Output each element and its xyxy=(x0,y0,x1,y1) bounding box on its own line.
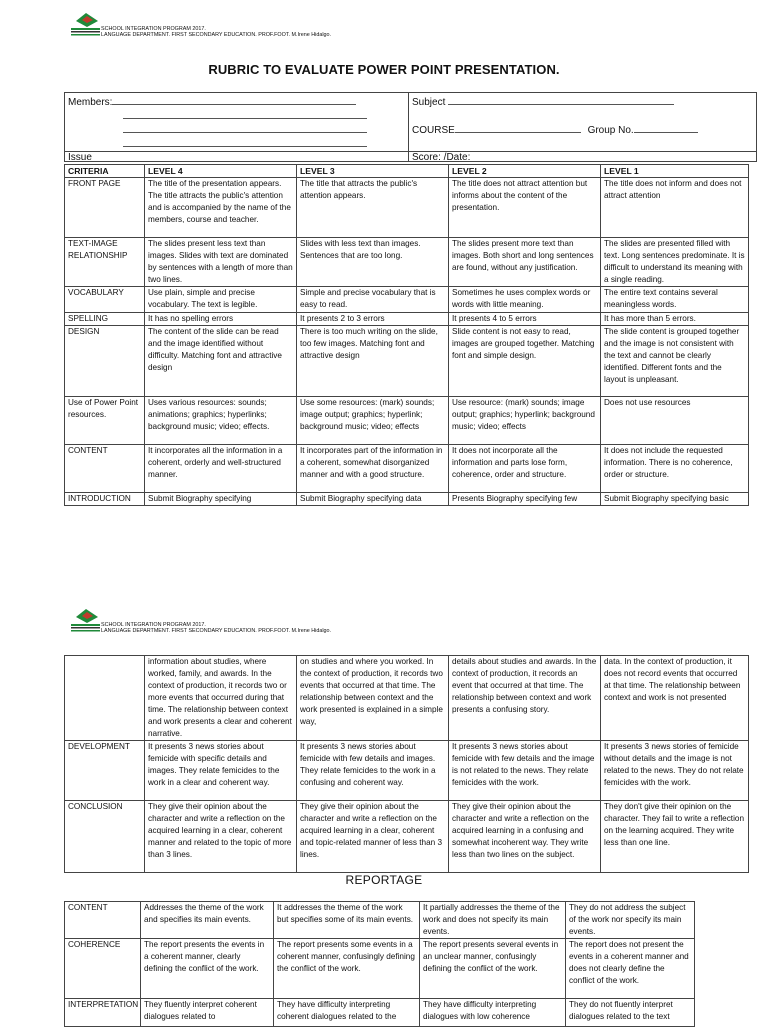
level-cell: It incorporates part of the information in a coherent, somewhat disorganized manner and with a good structure. xyxy=(297,445,449,493)
level-cell: Submit Biography specifying xyxy=(145,493,297,506)
table-row xyxy=(65,939,695,999)
level-cell: They have difficulty interpreting coherent dialogues related to the xyxy=(274,999,420,1027)
level-cell: information about studies, where worked, family, and awards. In the context of production, it records two or more events that occurred during that time. The relationship between context and work presents a clear and coherent narrative. xyxy=(145,656,297,741)
reportage-table xyxy=(64,901,695,1027)
level-cell: It presents 3 news stories about femicide with few details and the image is not related to the news. They relate femicides with the work. xyxy=(449,741,601,801)
page2-header xyxy=(64,608,664,642)
level-cell: It has more than 5 errors. xyxy=(601,313,749,326)
level-cell: They don't give their opinion on the character. They fail to write a reflection on the learning acquired. They write less than one line. xyxy=(601,801,749,873)
level-cell: The report does not present the events in a coherent manner and does not clearly define the conflict of the work. xyxy=(566,939,695,999)
level-cell: The report presents the events in a coherent manner, clearly defining the conflict of the work. xyxy=(141,939,274,999)
level-cell: data. In the context of production, it does not record events that occurred at that time. The relationship between context and work is not presented xyxy=(601,656,749,741)
level-cell: It presents 3 news stories about femicide with few details and images. They relate femicides to the work in a confusing and coherent way. xyxy=(297,741,449,801)
issue-label: Issue xyxy=(68,152,92,163)
level-cell: Simple and precise vocabulary that is easy to read. xyxy=(297,287,449,313)
level-cell: Use plain, simple and precise vocabulary. The text is legible. xyxy=(145,287,297,313)
school-logo-icon xyxy=(68,608,102,634)
level-cell: They give their opinion about the character and write a reflection on the acquired learning in a clear, coherent and topic-related manner of less than 3 lines. xyxy=(297,801,449,873)
level-cell: There is too much writing on the slide, too few images. Matching font and attractive design xyxy=(297,326,449,397)
level-cell: Slide content is not easy to read, images are grouped together. Matching font and simple design. xyxy=(449,326,601,397)
level-cell: Sometimes he uses complex words or words with little meaning. xyxy=(449,287,601,313)
table-row xyxy=(65,313,749,326)
level-cell: It presents 3 news stories about femicide with specific details and images. They relate femicides to the work in a clear and coherent way. xyxy=(145,741,297,801)
level-cell: They give their opinion about the character and write a reflection on the acquired learning in a confusing and somewhat incoherent way. They write less than two lines on the subject. xyxy=(449,801,601,873)
rubric-table-page2 xyxy=(64,655,749,873)
header-department: LANGUAGE DEPARTMENT. FIRST SECONDARY EDUCATION. PROF.FOOT. M.Irene Hidalgo. xyxy=(101,628,332,634)
level-cell: Addresses the theme of the work and specifies its main events. xyxy=(141,902,274,939)
level-cell: It partially addresses the theme of the work and does not specify its main events. xyxy=(420,902,566,939)
page1-header xyxy=(64,12,664,46)
header-level-3: LEVEL 3 xyxy=(297,165,449,178)
criteria-cell: INTRODUCTION xyxy=(65,493,145,506)
table-row xyxy=(65,397,749,445)
level-cell: The slides present less text than images. Slides with text are dominated by sentences with a length of more than two lines. xyxy=(145,238,297,287)
level-cell: Submit Biography specifying basic xyxy=(601,493,749,506)
header-criteria: CRITERIA xyxy=(65,165,145,178)
course-field[interactable] xyxy=(412,123,698,136)
level-cell: The title that attracts the public's attention appears. xyxy=(297,178,449,238)
level-cell: The entire text contains several meaningless words. xyxy=(601,287,749,313)
level-cell: Does not use resources xyxy=(601,397,749,445)
table-row xyxy=(65,902,695,939)
level-cell: The title of the presentation appears. The title attracts the public's attention and is accompanied by the name of the members, course and teacher. xyxy=(145,178,297,238)
level-cell: It presents 4 to 5 errors xyxy=(449,313,601,326)
rubric-header-row xyxy=(65,165,749,178)
criteria-cell: SPELLING xyxy=(65,313,145,326)
level-cell: The slides present more text than images. Both short and long sentences are found, without any justification. xyxy=(449,238,601,287)
course-label: COURSE xyxy=(412,125,455,136)
level-cell: They fluently interpret coherent dialogues related to xyxy=(141,999,274,1027)
criteria-cell: Use of Power Point resources. xyxy=(65,397,145,445)
level-cell: They give their opinion about the character and write a reflection on the acquired learning in a clear, coherent manner and related to the topic of more than 3 lines. xyxy=(145,801,297,873)
table-row xyxy=(65,801,749,873)
subject-label: Subject xyxy=(412,97,446,108)
criteria-cell: DEVELOPMENT xyxy=(65,741,145,801)
table-row xyxy=(65,287,749,313)
criteria-cell: CONTENT xyxy=(65,445,145,493)
level-cell: They do not fluently interpret dialogues related to the text xyxy=(566,999,695,1027)
criteria-cell: DESIGN xyxy=(65,326,145,397)
level-cell: Presents Biography specifying few xyxy=(449,493,601,506)
level-cell: The report presents several events in an unclear manner, confusingly defining the conflict of the work. xyxy=(420,939,566,999)
student-info-box xyxy=(64,92,757,162)
level-cell: It incorporates all the information in a coherent, orderly and well-structured manner. xyxy=(145,445,297,493)
table-row xyxy=(65,656,749,741)
level-cell: The title does not attract attention but informs about the content of the presentation. xyxy=(449,178,601,238)
level-cell: They do not address the subject of the work nor specify its main events. xyxy=(566,902,695,939)
criteria-cell: FRONT PAGE xyxy=(65,178,145,238)
criteria-cell: VOCABULARY xyxy=(65,287,145,313)
table-row xyxy=(65,445,749,493)
criteria-cell: CONTENT xyxy=(65,902,141,939)
criteria-cell: TEXT-IMAGE RELATIONSHIP xyxy=(65,238,145,287)
level-cell: Use resource: (mark) sounds; image output; graphics; hyperlink; background music; video; effects xyxy=(449,397,601,445)
members-label: Members: xyxy=(68,97,113,108)
header-program: SCHOOL INTEGRATION PROGRAM 2017. xyxy=(101,26,206,32)
level-cell: The slide content is grouped together and the image is not consistent with the text and cannot be clearly identified. Different fonts and the layout is unpleasant. xyxy=(601,326,749,397)
level-cell: details about studies and awards. In the context of production, it records an event that occurred at that time. The relationship between context and work presents a confusing story. xyxy=(449,656,601,741)
reportage-title: REPORTAGE xyxy=(345,873,423,887)
header-level-1: LEVEL 1 xyxy=(601,165,749,178)
criteria-cell: COHERENCE xyxy=(65,939,141,999)
level-cell: Slides with less text than images. Sentences that are too long. xyxy=(297,238,449,287)
level-cell: The content of the slide can be read and the image identified without difficulty. Matching font and attractive design xyxy=(145,326,297,397)
table-row xyxy=(65,999,695,1027)
level-cell: It does not include the requested information. There is no coherence, order or structure. xyxy=(601,445,749,493)
level-cell: The report presents some events in a coherent manner, confusingly defining the conflict of the work. xyxy=(274,939,420,999)
level-cell: The title does not inform and does not attract attention xyxy=(601,178,749,238)
school-logo-icon xyxy=(68,12,102,38)
level-cell: It presents 2 to 3 errors xyxy=(297,313,449,326)
header-level-2: LEVEL 2 xyxy=(449,165,601,178)
table-row xyxy=(65,326,749,397)
criteria-cell: CONCLUSION xyxy=(65,801,145,873)
table-row xyxy=(65,178,749,238)
level-cell: They have difficulty interpreting dialogues with low coherence xyxy=(420,999,566,1027)
level-cell: It has no spelling errors xyxy=(145,313,297,326)
table-row xyxy=(65,238,749,287)
level-cell: Use some resources: (mark) sounds; image output; graphics; hyperlink; background music; video; effects xyxy=(297,397,449,445)
subject-field[interactable] xyxy=(412,95,674,108)
criteria-cell: INTERPRETATION xyxy=(65,999,141,1027)
rubric-table-page1 xyxy=(64,164,749,506)
level-cell: The slides are presented filled with text. Long sentences predominate. It is difficult to understand its meaning with a single reading. xyxy=(601,238,749,287)
header-department: LANGUAGE DEPARTMENT. FIRST SECONDARY EDUCATION. PROF.FOOT. M.Irene Hidalgo. xyxy=(101,32,332,38)
level-cell: It does not incorporate all the information and parts lose form, coherence, order and structure. xyxy=(449,445,601,493)
header-level-4: LEVEL 4 xyxy=(145,165,297,178)
table-row xyxy=(65,493,749,506)
group-label: Group No. xyxy=(587,125,634,136)
level-cell: It addresses the theme of the work but specifies some of its main events. xyxy=(274,902,420,939)
level-cell: on studies and where you worked. In the context of production, it records two events that occurred at that time. The relationship between context and the work presented is explained in a simple way, xyxy=(297,656,449,741)
header-program: SCHOOL INTEGRATION PROGRAM 2017. xyxy=(101,622,206,628)
level-cell: Submit Biography specifying data xyxy=(297,493,449,506)
level-cell: Uses various resources: sounds; animations; graphics; hyperlinks; background music; video; effects. xyxy=(145,397,297,445)
score-date-label: Score: /Date: xyxy=(412,152,471,163)
level-cell: It presents 3 news stories of femicide without details and the image is not related to the news. They do not relate femicides with the work. xyxy=(601,741,749,801)
criteria-cell xyxy=(65,656,145,741)
page-title: RUBRIC TO EVALUATE POWER POINT PRESENTATION. xyxy=(208,62,560,77)
members-field[interactable] xyxy=(68,95,356,108)
table-row xyxy=(65,741,749,801)
